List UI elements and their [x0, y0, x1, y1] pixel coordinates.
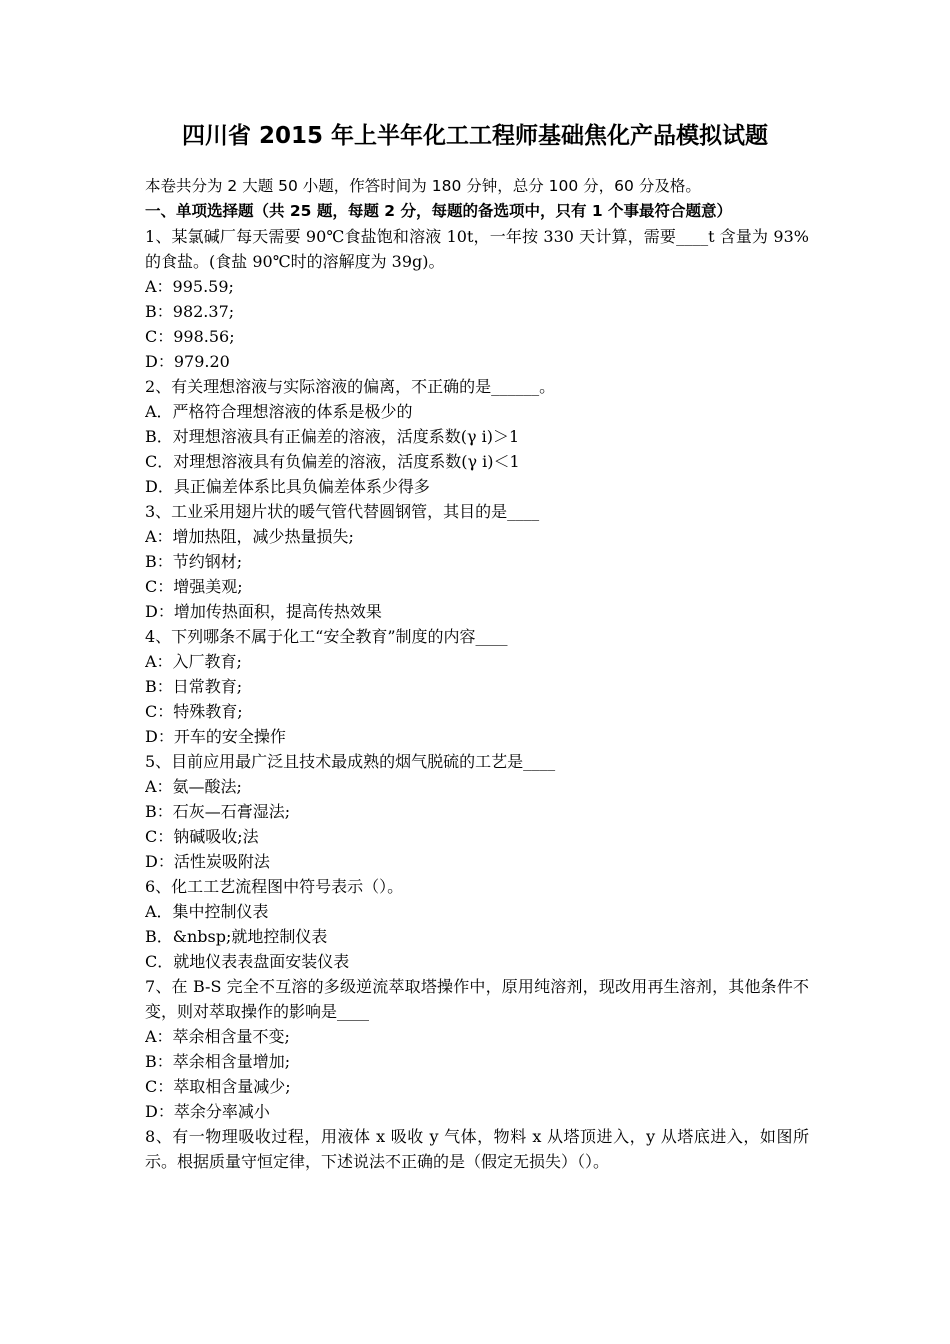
answer-option: D：979.20 — [145, 352, 230, 371]
answer-option: B：石灰—石膏湿法; — [145, 802, 291, 821]
answer-option: C：特殊教育; — [145, 702, 243, 721]
answer-option: A：995.59; — [145, 277, 234, 296]
answer-option: C．就地仪表表盘面安装仪表 — [145, 952, 350, 971]
answer-option: A．集中控制仪表 — [145, 902, 269, 921]
answer-option: B：日常教育; — [145, 677, 243, 696]
question-stem: 8、有一物理吸收过程，用液体 x 吸收 y 气体，物料 x 从塔顶进入，y 从塔底进入，如图所示。根据质量守恒定律，下述说法不正确的是（假定无损失）（）。 — [145, 1127, 809, 1171]
answer-option: B：节约钢材; — [145, 552, 243, 571]
question-block — [145, 874, 809, 974]
question-stem: 7、在 B-S 完全不互溶的多级逆流萃取塔操作中，原用纯溶剂，现改用再生溶剂，其他条件不变，则对萃取操作的影响是____ — [145, 977, 809, 1021]
answer-option: B．&nbsp;就地控制仪表 — [145, 927, 328, 946]
answer-option: C：998.56; — [145, 327, 235, 346]
answer-option: C：萃取相含量减少; — [145, 1077, 291, 1096]
question-block — [145, 374, 809, 499]
question-stem: 5、目前应用最广泛且技术最成熟的烟气脱硫的工艺是____ — [145, 752, 556, 771]
answer-option: C．对理想溶液具有负偏差的溶液，活度系数(γ i)＜1 — [145, 452, 520, 471]
section-heading: 一、单项选择题（共 25 题，每题 2 分，每题的备选项中，只有 1 个事最符合题意） — [145, 202, 733, 220]
question-block — [145, 624, 809, 749]
document-body — [145, 174, 809, 1174]
answer-option: D：增加传热面积，提高传热效果 — [145, 602, 382, 621]
question-stem: 6、化工工艺流程图中符号表示（）。 — [145, 877, 404, 896]
answer-option: C：增强美观; — [145, 577, 243, 596]
answer-option: A：入厂教育; — [145, 652, 242, 671]
answer-option: D：开车的安全操作 — [145, 727, 286, 746]
answer-option: B：982.37; — [145, 302, 235, 321]
question-stem: 4、下列哪条不属于化工“安全教育”制度的内容____ — [145, 627, 508, 646]
answer-option: C：钠碱吸收;法 — [145, 827, 259, 846]
answer-option: B：萃余相含量增加; — [145, 1052, 291, 1071]
question-block — [145, 749, 809, 874]
answer-option: A：增加热阻，减少热量损失; — [145, 527, 354, 546]
answer-option: D：活性炭吸附法 — [145, 852, 270, 871]
answer-option: A：氨—酸法; — [145, 777, 242, 796]
question-stem: 1、某氯碱厂每天需要 90℃食盐饱和溶液 10t，一年按 330 天计算，需要____t 含量为 93%的食盐。(食盐 90℃时的溶解度为 39g)。 — [145, 227, 809, 271]
answer-option: B．对理想溶液具有正偏差的溶液，活度系数(γ i)＞1 — [145, 427, 520, 446]
answer-option: D．具正偏差体系比具负偏差体系少得多 — [145, 477, 430, 496]
question-stem: 2、有关理想溶液与实际溶液的偏离，不正确的是______。 — [145, 377, 556, 396]
answer-option: A．严格符合理想溶液的体系是极少的 — [145, 402, 413, 421]
question-block — [145, 1124, 809, 1174]
exam-intro: 本卷共分为 2 大题 50 小题，作答时间为 180 分钟，总分 100 分，60 分及格。 — [145, 177, 701, 195]
question-block — [145, 499, 809, 624]
question-block — [145, 974, 809, 1124]
question-stem: 3、工业采用翅片状的暖气管代替圆钢管，其目的是____ — [145, 502, 540, 521]
question-block — [145, 224, 809, 374]
answer-option: A：萃余相含量不变; — [145, 1027, 290, 1046]
answer-option: D：萃余分率减小 — [145, 1102, 270, 1121]
document-title: 四川省 2015 年上半年化工工程师基础焦化产品模拟试题 — [181, 123, 769, 149]
